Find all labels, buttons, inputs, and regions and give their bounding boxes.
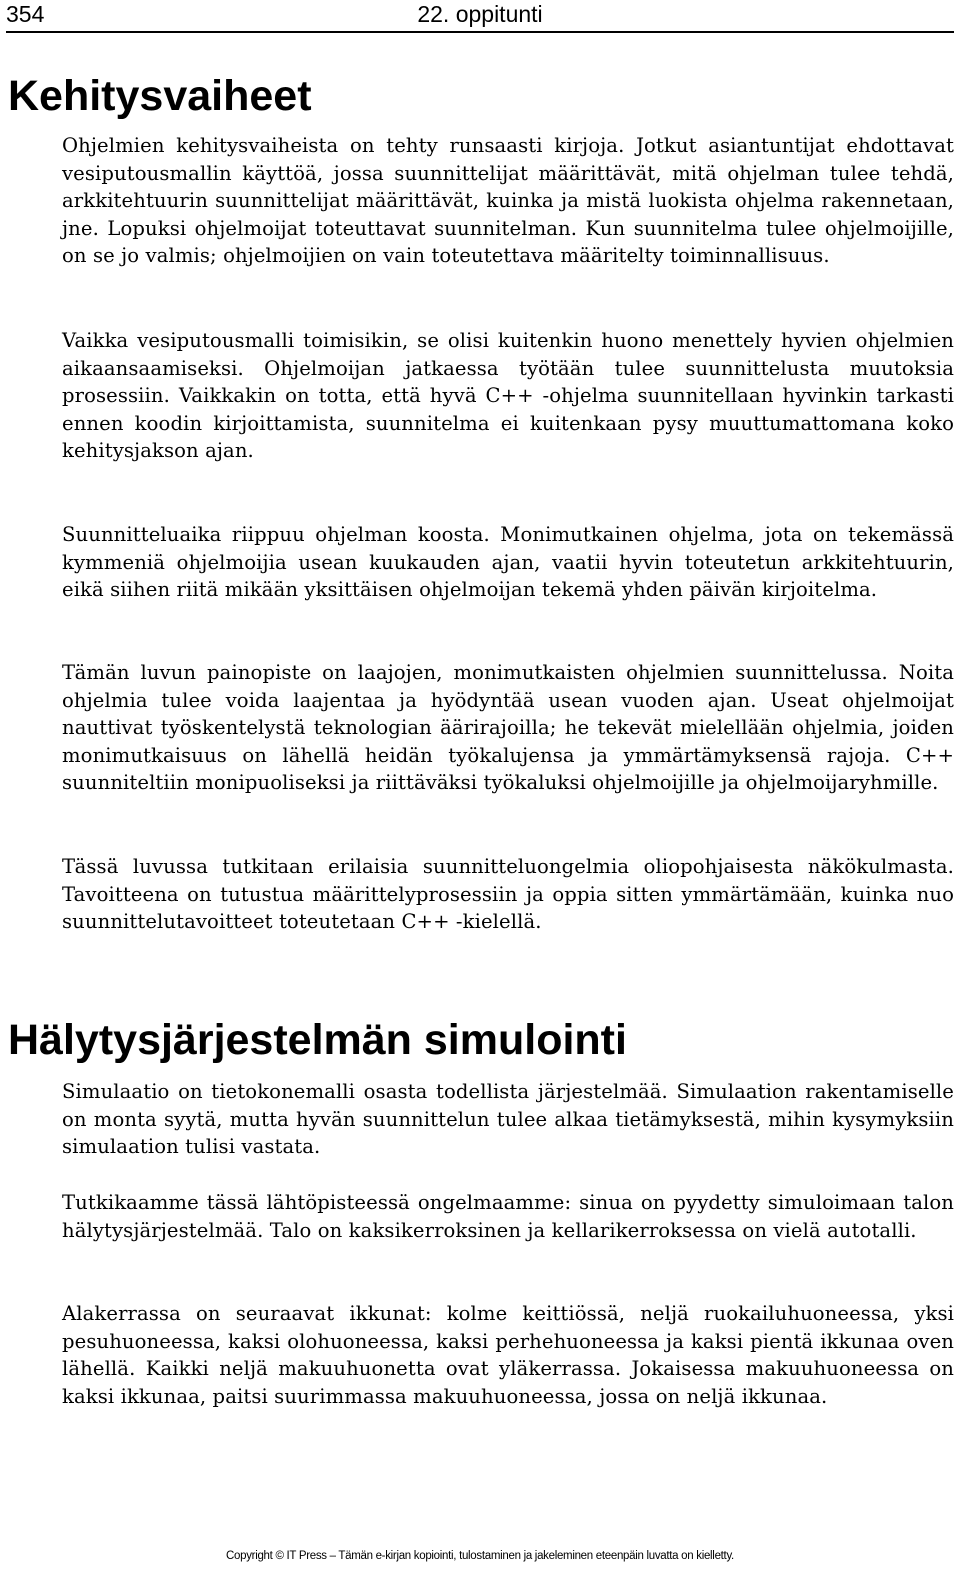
page-number: 354 xyxy=(6,1,45,27)
section-heading-halytysjarjestelman-simulointi: Hälytysjärjestelmän simulointi xyxy=(8,1016,627,1064)
paragraph: Tämän luvun painopiste on laajojen, monimutkaisten ohjelmien suunnittelussa. Noita ohjelmia tulee voida laajentaa ja hyödyntää usean vuoden ajan. Useat ohjelmoijat nauttivat työskentelystä teknologian äärirajoilla; he tekevät mielellään ohjelmia, joiden monimutkaisuus on lähellä heidän työkalujensa ja ymmärtämyksensä rajoja. C++ suunniteltiin monipuoliseksi ja riittäväksi työkaluksi ohjelmoijille ja ohjelmoijaryhmille. xyxy=(62,661,954,794)
paragraph: Simulaatio on tietokonemalli osasta todellista järjestelmää. Simulaation rakentamiselle on monta syytä, mutta hyvän suunnittelun tulee alkaa tietämyksestä, mihin kysymyksiin simulaation tulisi vastata. xyxy=(62,1080,954,1158)
copyright-footer: Copyright © IT Press – Tämän e-kirjan kopiointi, tulostaminen ja jakeleminen eteenpäin luvatta on kielletty. xyxy=(226,1550,734,1562)
paragraph: Tutkikaamme tässä lähtöpisteessä ongelmaamme: sinua on pyydetty simuloimaan talon hälytysjärjestelmää. Talo on kaksikerroksinen ja kellarikerroksessa on vielä autotalli. xyxy=(62,1191,954,1242)
chapter-title: 22. oppitunti xyxy=(417,1,543,27)
paragraph: Tässä luvussa tutkitaan erilaisia suunnitteluongelmia oliopohjaisesta näkökulmasta. Tavoitteena on tutustua määrittelyprosessiin ja oppia sitten ymmärtämään, kuinka nuo suunnittelutavoitteet toteutetaan C++ -kielellä. xyxy=(62,855,954,933)
section-heading-kehitysvaiheet: Kehitysvaiheet xyxy=(8,72,312,120)
paragraph: Ohjelmien kehitysvaiheista on tehty runsaasti kirjoja. Jotkut asiantuntijat ehdottavat vesiputousmallin käyttöä, jossa suunnittelijat määrittävät, mitä ohjelman tulee tehdä, arkkitehtuurin suunnittelijat määrittävät, kuinka ja mistä luokista ohjelma rakennetaan, jne. Lopuksi ohjelmoijat toteuttavat suunnitelman. Kun suunnitelma tulee ohjelmoijille, on se jo valmis; ohjelmoijien on vain toteutettava määritelty toiminnallisuus. xyxy=(62,134,954,267)
paragraph: Alakerrassa on seuraavat ikkunat: kolme keittiössä, neljä ruokailuhuoneessa, yksi pesuhuoneessa, kaksi olohuoneessa, kaksi perhehuoneessa ja kaksi pientä ikkunaa oven lähellä. Kaikki neljä makuuhuonetta ovat yläkerrassa. Jokaisessa makuuhuoneessa on kaksi ikkunaa, paitsi suurimmassa makuuhuoneessa, jossa on neljä ikkunaa. xyxy=(62,1302,954,1408)
page-header xyxy=(6,0,954,33)
paragraph: Vaikka vesiputousmalli toimisikin, se olisi kuitenkin huono menettely hyvien ohjelmien aikaansaamiseksi. Ohjelmoijan jatkaessa työtään tulee suunnittelusta muutoksia prosessiin. Vaikkakin on totta, että hyvä C++ -ohjelma suunnitellaan hyvinkin tarkasti ennen koodin kirjoittamista, suunnitelma ei kuitenkaan pysy muuttumattomana koko kehitysjakson ajan. xyxy=(62,329,954,462)
paragraph: Suunnitteluaika riippuu ohjelman koosta. Monimutkainen ohjelma, jota on tekemässä kymmeniä ohjelmoijia usean kuukauden ajan, vaatii hyvin toteutetun arkkitehtuurin, eikä siihen riitä mikään yksittäisen ohjelmoijan tekemä yhden päivän kirjoitelma. xyxy=(62,523,954,601)
